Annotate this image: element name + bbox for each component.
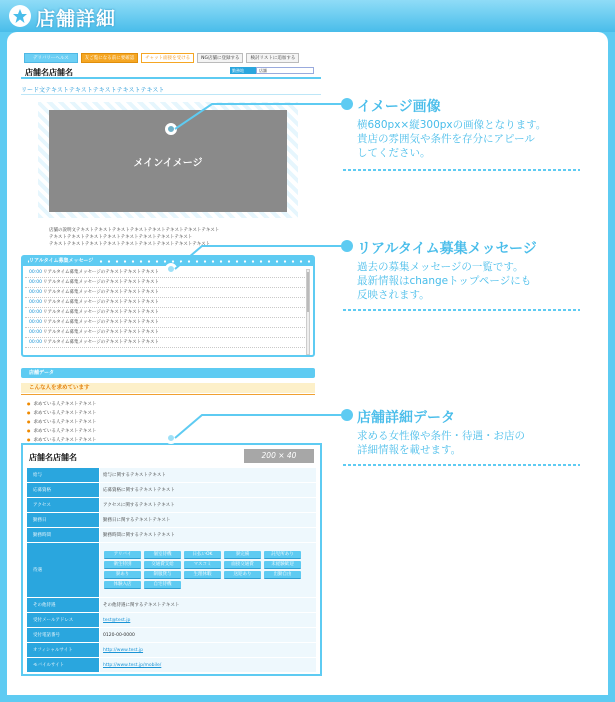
realtime-time: 00:00 bbox=[29, 280, 42, 285]
realtime-message: リアルタイム募集メッセージのテキストテキストテキスト bbox=[43, 290, 160, 295]
realtime-message: リアルタイム募集メッセージのテキストテキストテキスト bbox=[43, 300, 160, 305]
realtime-message: リアルタイム募集メッセージのテキストテキストテキスト bbox=[43, 340, 160, 345]
realtime-message: リアルタイム募集メッセージのテキストテキストテキスト bbox=[43, 280, 160, 285]
realtime-message: リアルタイム募集メッセージのテキストテキストテキスト bbox=[43, 330, 160, 335]
details-value: 勤務日に関するテキストテキスト bbox=[99, 513, 316, 527]
annotation-body bbox=[357, 429, 525, 457]
details-value: その他待遇に関するテキストテキスト bbox=[99, 598, 316, 612]
content-panel bbox=[7, 32, 608, 695]
benefit-tag[interactable]: 寮完備 bbox=[224, 551, 261, 559]
annotation-line: してください。 bbox=[357, 147, 431, 159]
details-key: 応募資格 bbox=[27, 483, 99, 497]
annotation-body bbox=[357, 260, 531, 302]
star-icon bbox=[9, 5, 31, 27]
annotation-body bbox=[357, 118, 546, 160]
main-image: メインイメージ bbox=[49, 110, 287, 212]
benefit-tag[interactable]: 寮あり bbox=[104, 571, 141, 579]
location-label: 勤務地 bbox=[230, 67, 256, 74]
wanted-title: こんな人を求めています bbox=[21, 383, 315, 393]
page-title: 店舗詳細 bbox=[36, 8, 117, 30]
benefit-tag[interactable]: 託児所あり bbox=[264, 551, 301, 559]
details-value: 勤務時間に関するテキストテキスト bbox=[99, 528, 316, 542]
details-link[interactable]: test@test.jp bbox=[99, 613, 316, 627]
lead-text: リード文テキストテキストテキストテキストテキスト bbox=[21, 87, 165, 94]
benefit-tag[interactable]: マスコミ bbox=[184, 561, 221, 569]
annotation-line: 過去の募集メッセージの一覧です。 bbox=[357, 261, 524, 273]
benefit-tag[interactable]: アリバイ bbox=[104, 551, 141, 559]
realtime-message: リアルタイム募集メッセージのテキストテキストテキスト bbox=[43, 310, 160, 315]
benefit-tag[interactable]: 衛生特別 bbox=[104, 561, 141, 569]
realtime-time: 00:00 bbox=[29, 310, 42, 315]
annotation-title: 店舗詳細データ bbox=[357, 410, 455, 426]
benefit-tag[interactable]: 未経験歓迎 bbox=[264, 561, 301, 569]
realtime-time: 00:00 bbox=[29, 320, 42, 325]
desc-line: テキストテキストテキストテキストテキストテキストテキストテキストテキスト bbox=[49, 242, 211, 247]
details-value: 給与に関するテキストテキスト bbox=[99, 468, 316, 482]
details-value: アクセスに関するテキストテキスト bbox=[99, 498, 316, 512]
details-key: 勤務時間 bbox=[27, 528, 99, 542]
wanted-item: ● 求めている人テキストテキスト bbox=[27, 436, 96, 445]
annotation-line: 貴店の雰囲気や条件を存分にアピール bbox=[357, 133, 535, 145]
realtime-time: 00:00 bbox=[29, 340, 42, 345]
logo-placeholder: 200 × 40 bbox=[244, 449, 314, 463]
wanted-item: ● 求めている人テキストテキスト bbox=[27, 418, 96, 427]
shop-name: 店舗名店舗名 bbox=[25, 68, 73, 77]
benefit-tag[interactable]: 制服貸与 bbox=[144, 571, 181, 579]
details-key: その他待遇 bbox=[27, 598, 99, 612]
benefit-tag[interactable]: 日払いOK bbox=[184, 551, 221, 559]
annotation-line: 反映されます。 bbox=[357, 289, 430, 301]
shopdata-bar: 店舗データ bbox=[21, 368, 315, 378]
details-shop-name: 店舗名店舗名 bbox=[29, 453, 77, 462]
wanted-item: ● 求めている人テキストテキスト bbox=[27, 427, 96, 436]
details-link[interactable]: http://www.test.jp bbox=[99, 643, 316, 657]
benefit-tag[interactable]: 自宅待機 bbox=[144, 581, 181, 589]
wanted-item: ● 求めている人テキストテキスト bbox=[27, 409, 96, 418]
annotation-title: リアルタイム募集メッセージ bbox=[357, 241, 537, 257]
details-key: 受付電話番号 bbox=[27, 628, 99, 642]
page-header bbox=[0, 0, 615, 32]
annotation-title: イメージ画像 bbox=[357, 99, 441, 115]
delivery-tab[interactable]: デリバリーヘルス bbox=[24, 53, 78, 63]
annotation-line: 求める女性像や条件・待遇・お店の bbox=[357, 430, 525, 442]
details-key: 受付メールアドレス bbox=[27, 613, 99, 627]
realtime-message: リアルタイム募集メッセージのテキストテキストテキスト bbox=[43, 320, 160, 325]
benefit-tag[interactable]: 交通費支給 bbox=[144, 561, 181, 569]
benefit-tag[interactable]: 個室待機 bbox=[144, 551, 181, 559]
realtime-time: 00:00 bbox=[29, 330, 42, 335]
annotation-line: 最新情報はchangeトップページにも bbox=[357, 275, 532, 287]
favorite-button[interactable]: 検討リストに追加する bbox=[246, 53, 299, 63]
benefit-tag[interactable]: 面接交通費 bbox=[224, 561, 261, 569]
benefit-tag[interactable]: 送迎あり bbox=[224, 571, 261, 579]
realtime-title: リアルタイム募集メッセージ bbox=[29, 258, 96, 264]
details-key: 勤務日 bbox=[27, 513, 99, 527]
benefit-tag[interactable]: 生理休暇 bbox=[184, 571, 221, 579]
location-value: 店舗 bbox=[256, 67, 314, 74]
realtime-time: 00:00 bbox=[29, 290, 42, 295]
details-key: 給与 bbox=[27, 468, 99, 482]
realtime-time: 00:00 bbox=[29, 270, 42, 275]
reason-button[interactable]: 友ご覧になる前に要確認 bbox=[81, 53, 139, 63]
annotation-line: 横680px×縦300pxの画像となります。 bbox=[357, 119, 547, 131]
wanted-item: ● 求めている人テキストテキスト bbox=[27, 400, 96, 409]
details-key: オフィシャルサイト bbox=[27, 643, 99, 657]
desc-line: 店舗の説明文テキストテキストテキストテキストテキストテキストテキストテキスト bbox=[49, 228, 220, 233]
benefit-tag[interactable]: 出勤自由 bbox=[264, 571, 301, 579]
desc-line: テキストテキストテキストテキストテキストテキストテキストテキスト bbox=[49, 235, 193, 240]
realtime-time: 00:00 bbox=[29, 300, 42, 305]
details-value: 応募資格に関するテキストテキスト bbox=[99, 483, 316, 497]
details-link[interactable]: http://www.test.jp/mobile/ bbox=[99, 658, 316, 672]
ng-button[interactable]: NG店舗に登録する bbox=[197, 53, 243, 63]
details-value: 0120-00-0000 bbox=[99, 628, 316, 642]
details-key: アクセス bbox=[27, 498, 99, 512]
benefit-tag[interactable]: 体験入店 bbox=[104, 581, 141, 589]
details-key: モバイルサイト bbox=[27, 658, 99, 672]
realtime-message: リアルタイム募集メッセージのテキストテキストテキスト bbox=[43, 270, 160, 275]
details-key: 待遇 bbox=[27, 543, 99, 597]
chat-button[interactable]: チャット面接を受ける bbox=[141, 53, 194, 63]
annotation-line: 詳細情報を載せます。 bbox=[357, 444, 462, 456]
